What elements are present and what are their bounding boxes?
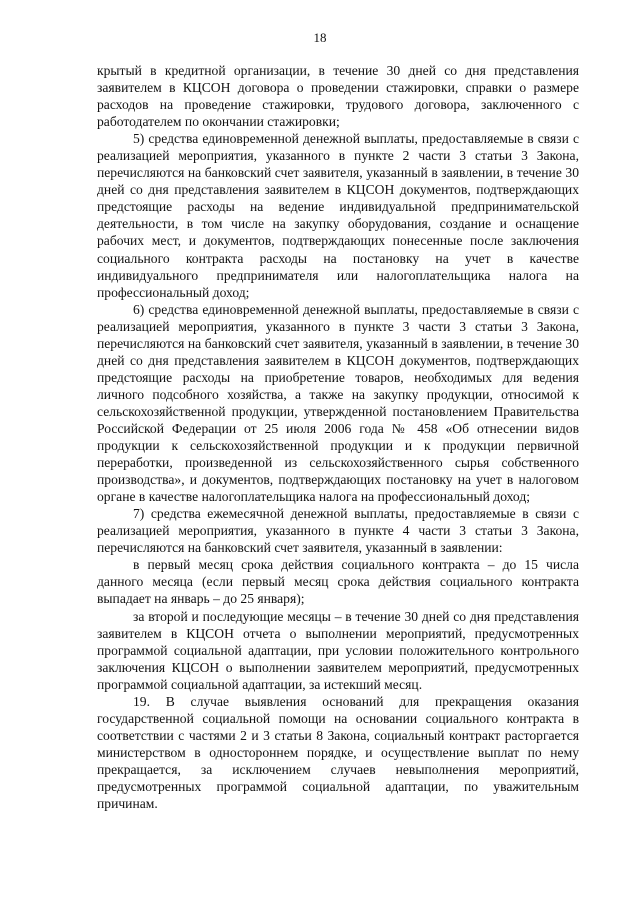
paragraph-section-19: 19. В случае выявления оснований для прекращения оказания государственной социальной помощи на основании социального контракта в соответствии с частями 2 и 3 статьи 8 Закона, социальный контракт расторгается министерством в одностороннем порядке, и осуществление выплат по нему прекращается, за исключением случаев невыполнения мероприятий, предусмотренных программой социальной адаптации, по уважительным причинам. bbox=[97, 693, 579, 812]
paragraph-first-month: в первый месяц срока действия социального контракта – до 15 числа данного месяца (если первый месяц срока действия социального контракта выпадает на январь – до 25 января); bbox=[97, 557, 579, 607]
paragraph-item-7: 7) средства ежемесячной денежной выплаты, предоставляемые в связи с реализацией мероприятия, указанного в пункте 4 части 3 статьи 3 Закона, перечисляются на банковский счет заявителя, указанный в заявлении: bbox=[97, 506, 579, 556]
page-number: 18 bbox=[313, 30, 327, 45]
paragraph-subsequent-months: за второй и последующие месяцы – в течение 30 дней со дня представления заявителем в КЦСОН отчета о выполнении мероприятий, предусмотренных программой социальной адаптации, при условии положительного контрольного заключения КЦСОН о выполнении заявителем мероприятий, предусмотренных программой социальной адаптации, за истекший месяц. bbox=[97, 608, 579, 692]
document-body bbox=[97, 62, 579, 812]
paragraph-continuation: крытый в кредитной организации, в течение 30 дней со дня представления заявителем в КЦСОН договора о проведении стажировки, справки о размере расходов на проведение стажировки, трудового договора, заключенного с работодателем по окончании стажировки; bbox=[97, 63, 579, 130]
paragraph-item-5: 5) средства единовременной денежной выплаты, предоставляемые в связи с реализацией мероприятия, указанного в пункте 2 части 3 статьи 3 Закона, перечисляются на банковский счет заявителя, указанный в заявлении, в течение 30 дней со дня представления заявителем в КЦСОН документов, подтверждающих предстоящие расходы на ведение индивидуальной предпринимательской деятельности, в том числе на закупку оборудования, создание и оснащение рабочих мест, и документов, подтверждающих понесенные после заключения социального контракта расходы на постановку на учет в качестве индивидуального предпринимателя или налогоплательщика налога на профессиональный доход; bbox=[97, 131, 579, 300]
paragraph-item-6: 6) средства единовременной денежной выплаты, предоставляемые в связи с реализацией мероприятия, указанного в пункте 3 части 3 статьи 3 Закона, перечисляются на банковский счет заявителя, указанный в заявлении, в течение 30 дней со дня представления заявителем в КЦСОН документов, подтверждающих предстоящие расходы на приобретение товаров, необходимых для ведения личного подсобного хозяйства, а также на закупку продукции, относимой к сельскохозяйственной продукции, утвержденной постановлением Правительства Российской Федерации от 25 июля 2006 года № 458 «Об отнесении видов продукции к сельскохозяйственной продукции и к продукции первичной переработки, произведенной из сельскохозяйственного сырья собственного производства», и документов, подтверждающих постановку на учет в налоговом органе в качестве налогоплательщика налога на профессиональный доход; bbox=[97, 301, 579, 505]
